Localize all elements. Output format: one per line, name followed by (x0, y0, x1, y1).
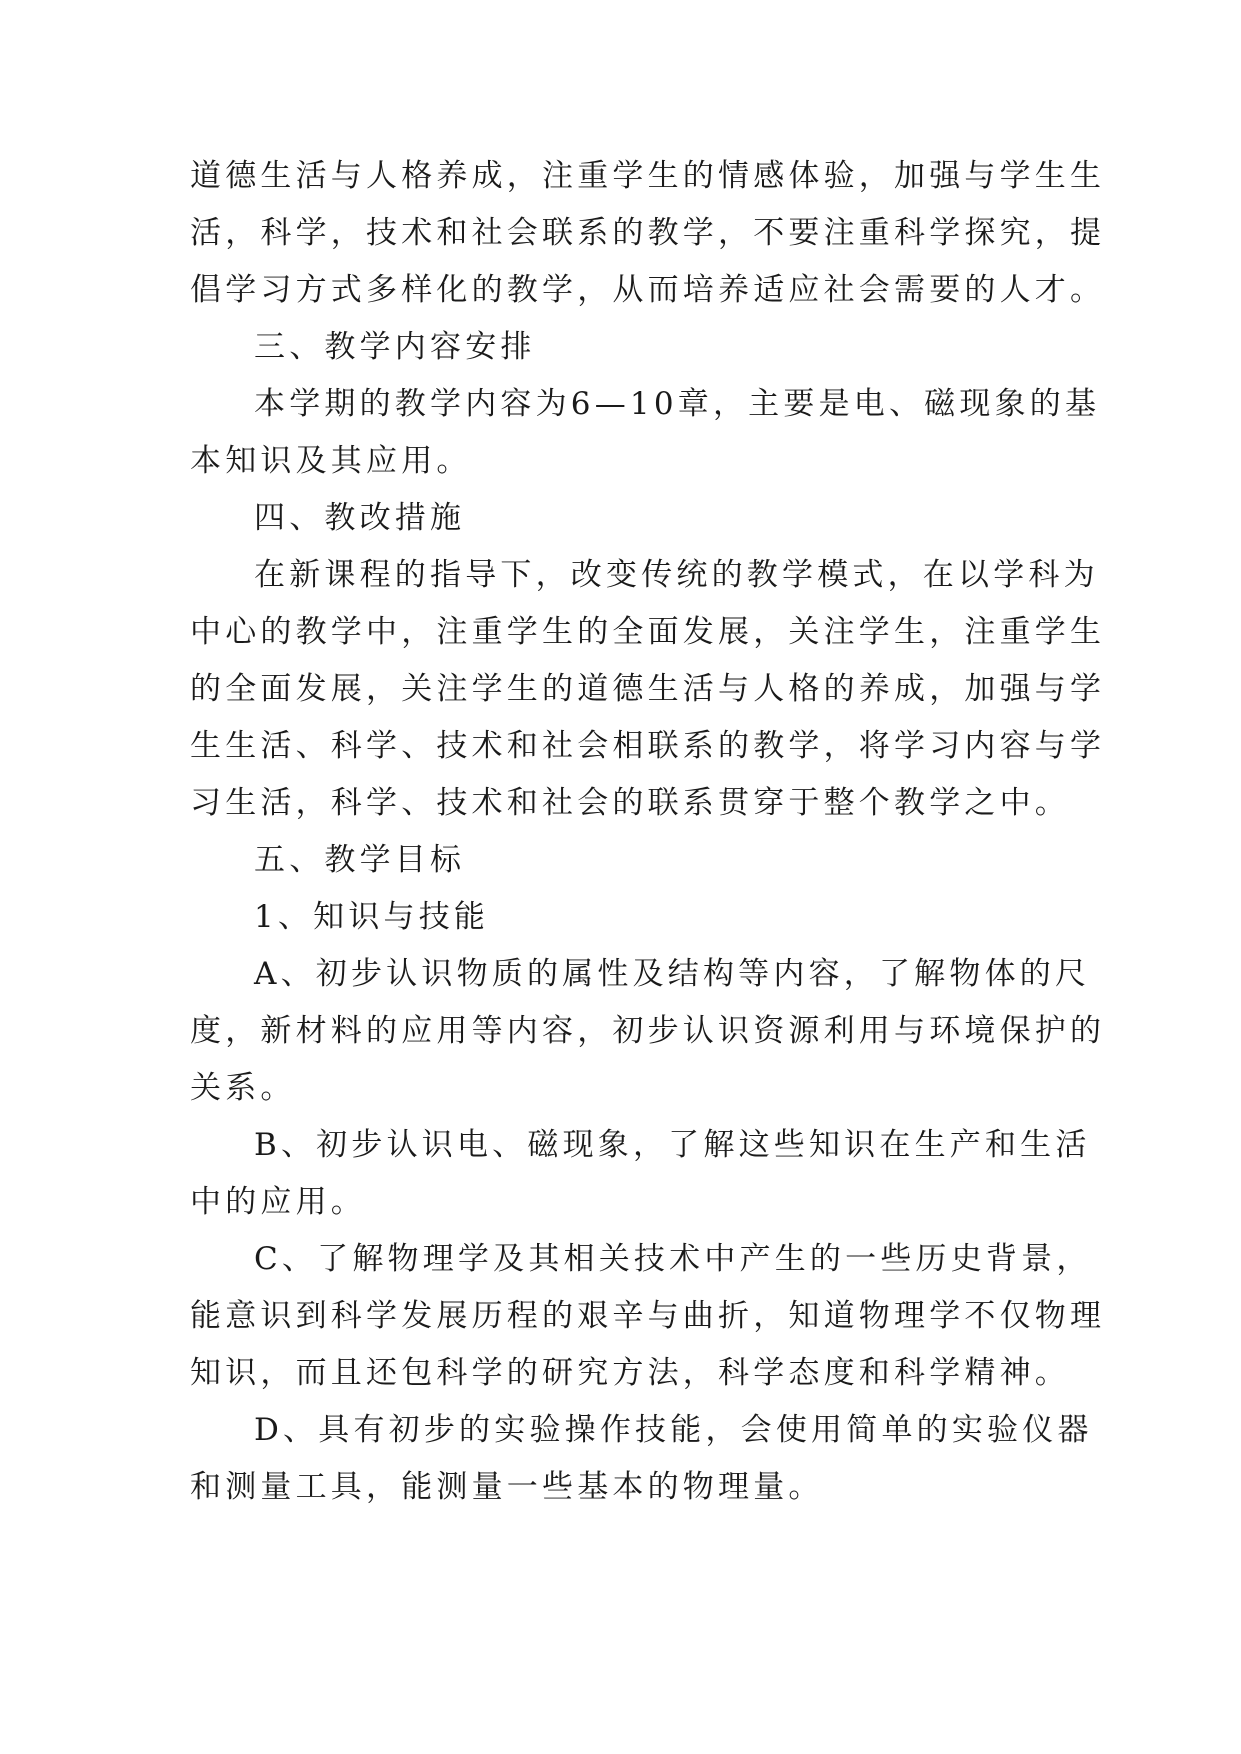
paragraph-line: D、具有初步的实验操作技能，会使用简单的实验仪器 (254, 1412, 1093, 1448)
section-heading: 三、教学内容安排 (254, 329, 536, 365)
paragraph-line: 活，科学，技术和社会联系的教学，不要注重科学探究，提 (190, 215, 1106, 251)
paragraph-line: 倡学习方式多样化的教学，从而培养适应社会需要的人才。 (190, 272, 1106, 308)
paragraph-line: 生生活、科学、技术和社会相联系的教学，将学习内容与学 (190, 728, 1106, 764)
paragraph-line: 本学期的教学内容为6—10章，主要是电、磁现象的基 (254, 386, 1101, 422)
paragraph-line: 道德生活与人格养成，注重学生的情感体验，加强与学生生 (190, 158, 1106, 194)
paragraph-line: 本知识及其应用。 (190, 443, 472, 479)
subsection-heading: 1、知识与技能 (254, 899, 490, 935)
paragraph-line: B、初步认识电、磁现象，了解这些知识在生产和生活 (254, 1127, 1091, 1163)
paragraph-line: 习生活，科学、技术和社会的联系贯穿于整个教学之中。 (190, 785, 1070, 821)
paragraph-line: 关系。 (190, 1070, 296, 1106)
section-heading: 五、教学目标 (254, 842, 466, 878)
paragraph-line: 度，新材料的应用等内容，初步认识资源利用与环境保护的 (190, 1013, 1106, 1049)
paragraph-line: 的全面发展，关注学生的道德生活与人格的养成，加强与学 (190, 671, 1106, 707)
paragraph-line: 知识，而且还包科学的研究方法，科学态度和科学精神。 (190, 1355, 1070, 1391)
section-heading: 四、教改措施 (254, 500, 466, 536)
paragraph-line: 中心的教学中，注重学生的全面发展，关注学生，注重学生 (190, 614, 1106, 650)
paragraph-line: 中的应用。 (190, 1184, 366, 1220)
paragraph-line: 在新课程的指导下，改变传统的教学模式，在以学科为 (254, 557, 1099, 593)
paragraph-line: C、了解物理学及其相关技术中产生的一些历史背景， (254, 1241, 1092, 1277)
paragraph-line: 和测量工具，能测量一些基本的物理量。 (190, 1469, 824, 1505)
paragraph-line: 能意识到科学发展历程的艰辛与曲折，知道物理学不仅物理 (190, 1298, 1106, 1334)
paragraph-line: A、初步认识物质的属性及结构等内容，了解物体的尺 (254, 956, 1091, 992)
